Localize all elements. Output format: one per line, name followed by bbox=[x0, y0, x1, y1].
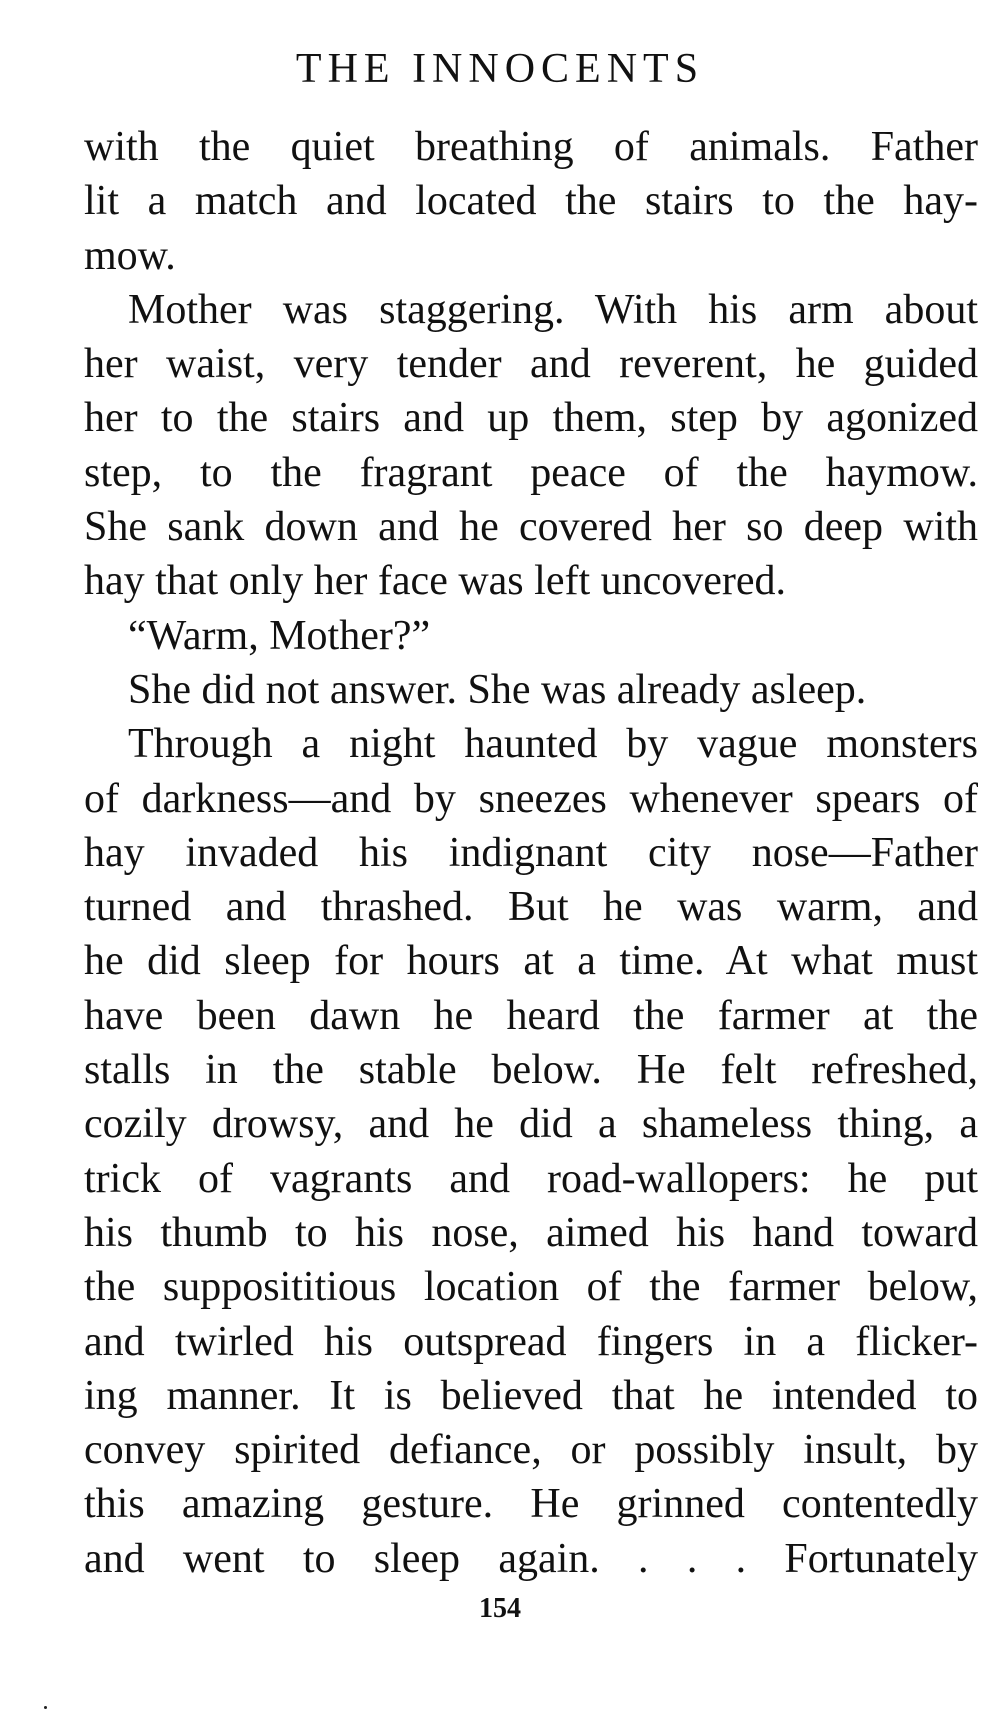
running-head: THE INNOCENTS bbox=[295, 46, 705, 92]
text-line: hay invaded his indignant city nose—Father bbox=[84, 829, 978, 876]
text-line: cozily drowsy, and he did a shameless thing, a bbox=[84, 1101, 978, 1148]
text-line: with the quiet breathing of animals. Father bbox=[84, 124, 978, 170]
text-line: he did sleep for hours at a time. At what must bbox=[84, 938, 978, 985]
text-line: her waist, very tender and reverent, he guided bbox=[84, 341, 978, 388]
text-line: and went to sleep again. . . . Fortunately bbox=[84, 1535, 978, 1582]
text-line: She did not answer. She was already asleep. bbox=[128, 666, 867, 713]
text-line: “Warm, Mother?” bbox=[128, 612, 431, 659]
text-line: mow. bbox=[84, 232, 176, 279]
text-line: and twirled his outspread fingers in a flicker- bbox=[84, 1318, 978, 1365]
text-line: Mother was staggering. With his arm about bbox=[128, 286, 978, 333]
text-line: convey spirited defiance, or possibly insult, by bbox=[84, 1427, 978, 1474]
text-line: the supposititious location of the farmer below, bbox=[84, 1264, 978, 1311]
paragraph bbox=[84, 663, 978, 717]
paragraph bbox=[84, 609, 978, 663]
text-line: stalls in the stable below. He felt refreshed, bbox=[84, 1047, 978, 1094]
text-line: turned and thrashed. But he was warm, and bbox=[84, 884, 978, 931]
text-line: his thumb to his nose, aimed his hand toward bbox=[84, 1209, 978, 1256]
body-text bbox=[84, 120, 978, 1586]
text-line: her to the stairs and up them, step by agonized bbox=[84, 395, 978, 442]
paragraph bbox=[84, 283, 978, 609]
text-line: lit a match and located the stairs to the hay- bbox=[84, 178, 978, 225]
text-line: ing manner. It is believed that he intended to bbox=[84, 1372, 978, 1419]
text-line: She sank down and he covered her so deep with bbox=[84, 504, 978, 551]
text-line: step, to the fragrant peace of the haymow. bbox=[84, 449, 978, 496]
print-speck bbox=[44, 1706, 47, 1709]
text-line: hay that only her face was left uncovered. bbox=[84, 558, 787, 605]
paragraph bbox=[84, 717, 978, 1586]
text-line: have been dawn he heard the farmer at the bbox=[84, 992, 978, 1039]
page-number: 154 bbox=[479, 1593, 521, 1624]
text-line: Through a night haunted by vague monsters bbox=[128, 721, 978, 768]
paragraph bbox=[84, 120, 978, 283]
text-line: this amazing gesture. He grinned contentedly bbox=[84, 1481, 978, 1528]
text-line: trick of vagrants and road-wallopers: he put bbox=[84, 1155, 978, 1202]
text-line: of darkness—and by sneezes whenever spears of bbox=[84, 775, 978, 822]
